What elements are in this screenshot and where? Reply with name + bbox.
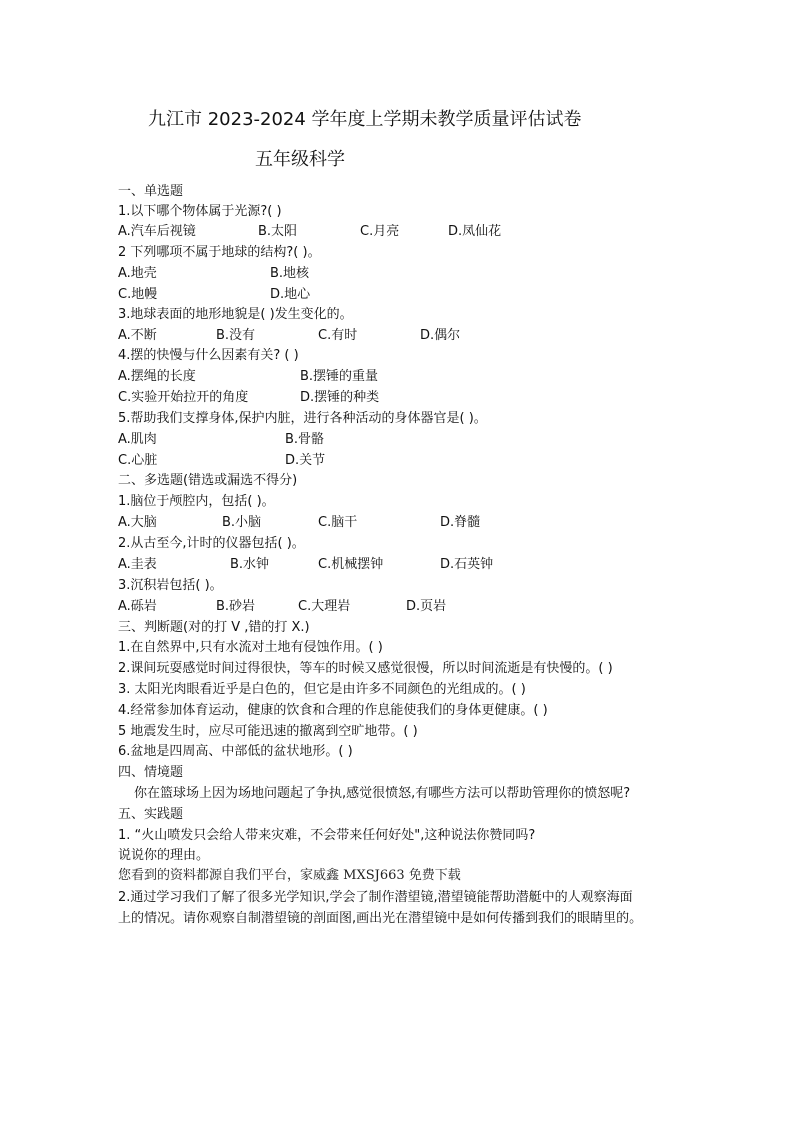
option-single-1-c: C.月亮 xyxy=(360,224,400,239)
question-judge-4: 4.经常参加体育运动，健康的饮食和合理的作息能使我们的身体更健康。( ) xyxy=(118,703,548,718)
practice-question-1: 1. “火山喷发只会给人带来灾难，不会带来任何好处",这种说法你赞同吗? xyxy=(118,828,536,843)
question-single-1: 1.以下哪个物体属于光源?( ) xyxy=(118,204,282,219)
option-single-1-a: A.汽车后视镜 xyxy=(118,224,196,239)
option-single-3-a: A.不断 xyxy=(118,328,157,343)
section-heading-single-choice: 一、单选题 xyxy=(118,184,184,199)
question-judge-1: 1.在自然界中,只有水流对土地有侵蚀作用。( ) xyxy=(118,640,383,655)
option-single-4-c: C.实验开始拉开的角度 xyxy=(118,390,249,405)
question-judge-6: 6.盆地是四周高、中部低的盆状地形。( ) xyxy=(118,744,353,759)
practice-question-2-line1: 2.通过学习我们了解了很多光学知识,学会了制作潜望镜,潜望镜能帮助潜艇中的人观察海面 xyxy=(118,890,633,905)
practice-question-1-prompt: 说说你的理由。 xyxy=(118,848,210,863)
option-multi-3-a: A.砾岩 xyxy=(118,599,157,614)
option-single-2-b: B.地核 xyxy=(270,266,310,281)
section-heading-judgement: 三、判断题(对的打 V ,错的打 X.) xyxy=(118,620,310,635)
option-single-3-c: C.有时 xyxy=(318,328,358,343)
watermark-notice: 您看到的资料都源自我们平台，家威鑫 MXSJ663 免费下载 xyxy=(118,868,461,883)
option-single-5-c: C.心脏 xyxy=(118,453,158,468)
option-single-5-a: A.肌肉 xyxy=(118,432,157,447)
question-judge-3: 3. 太阳光肉眼看近乎是白色的，但它是由许多不同颜色的光组成的。( ) xyxy=(118,682,526,697)
option-multi-3-b: B.砂岩 xyxy=(216,599,256,614)
option-single-1-d: D.凤仙花 xyxy=(448,224,502,239)
question-single-2: 2 下列哪项不属于地球的结构?( )。 xyxy=(118,245,321,260)
question-single-3: 3.地球表面的地形地貌是( )发生变化的。 xyxy=(118,307,353,322)
question-multi-3: 3.沉积岩包括( )。 xyxy=(118,578,223,593)
question-judge-2: 2.课间玩耍感觉时间过得很快，等车的时候又感觉很慢，所以时间流逝是有快慢的。( ) xyxy=(118,661,613,676)
section-heading-scenario: 四、情境题 xyxy=(118,765,184,780)
practice-question-2-line2: 上的情况。请你观察自制潜望镜的剖面图,画出光在潜望镜中是如何传播到我们的眼睛里的。 xyxy=(118,911,643,926)
scenario-question: 你在篮球场上因为场地问题起了争执,感觉很愤怒,有哪些方法可以帮助管理你的愤怒呢? xyxy=(134,786,631,801)
exam-title: 九江市 2023-2024 学年度上学期未教学质量评估试卷 xyxy=(148,109,582,130)
option-multi-1-d: D.脊髓 xyxy=(440,515,481,530)
option-multi-3-d: D.页岩 xyxy=(406,599,447,614)
option-single-4-d: D.摆锤的种类 xyxy=(300,390,380,405)
option-single-4-b: B.摆锤的重量 xyxy=(300,369,379,384)
option-single-2-d: D.地心 xyxy=(270,287,311,302)
question-judge-5: 5 地震发生时，应尽可能迅速的撤离到空旷地带。( ) xyxy=(118,724,418,739)
option-multi-2-a: A.圭表 xyxy=(118,557,157,572)
option-multi-1-b: B.小脑 xyxy=(222,515,262,530)
option-multi-2-c: C.机械摆钟 xyxy=(318,557,384,572)
option-single-5-d: D.关节 xyxy=(285,453,326,468)
option-single-2-c: C.地幔 xyxy=(118,287,158,302)
option-single-4-a: A.摆绳的长度 xyxy=(118,369,196,384)
option-single-2-a: A.地壳 xyxy=(118,266,157,281)
option-multi-2-b: B.水钟 xyxy=(230,557,270,572)
exam-subtitle: 五年级科学 xyxy=(255,149,345,170)
question-multi-2: 2.从古至今,计时的仪器包括( )。 xyxy=(118,536,305,551)
option-single-1-b: B.太阳 xyxy=(258,224,298,239)
section-heading-multiple-choice: 二、多选题(错选或漏选不得分) xyxy=(118,473,298,488)
option-multi-3-c: C.大理岩 xyxy=(298,599,351,614)
option-single-5-b: B.骨骼 xyxy=(285,432,325,447)
question-multi-1: 1.脑位于颅腔内，包括( )。 xyxy=(118,494,275,509)
question-single-5: 5.帮助我们支撑身体,保护内脏，进行各种活动的身体器官是( )。 xyxy=(118,411,487,426)
option-multi-1-c: C.脑干 xyxy=(318,515,358,530)
section-heading-practice: 五、实践题 xyxy=(118,807,184,822)
option-multi-2-d: D.石英钟 xyxy=(440,557,494,572)
question-single-4: 4.摆的快慢与什么因素有关? ( ) xyxy=(118,348,299,363)
option-single-3-d: D.偶尔 xyxy=(420,328,461,343)
option-multi-1-a: A.大脑 xyxy=(118,515,157,530)
option-single-3-b: B.没有 xyxy=(216,328,256,343)
